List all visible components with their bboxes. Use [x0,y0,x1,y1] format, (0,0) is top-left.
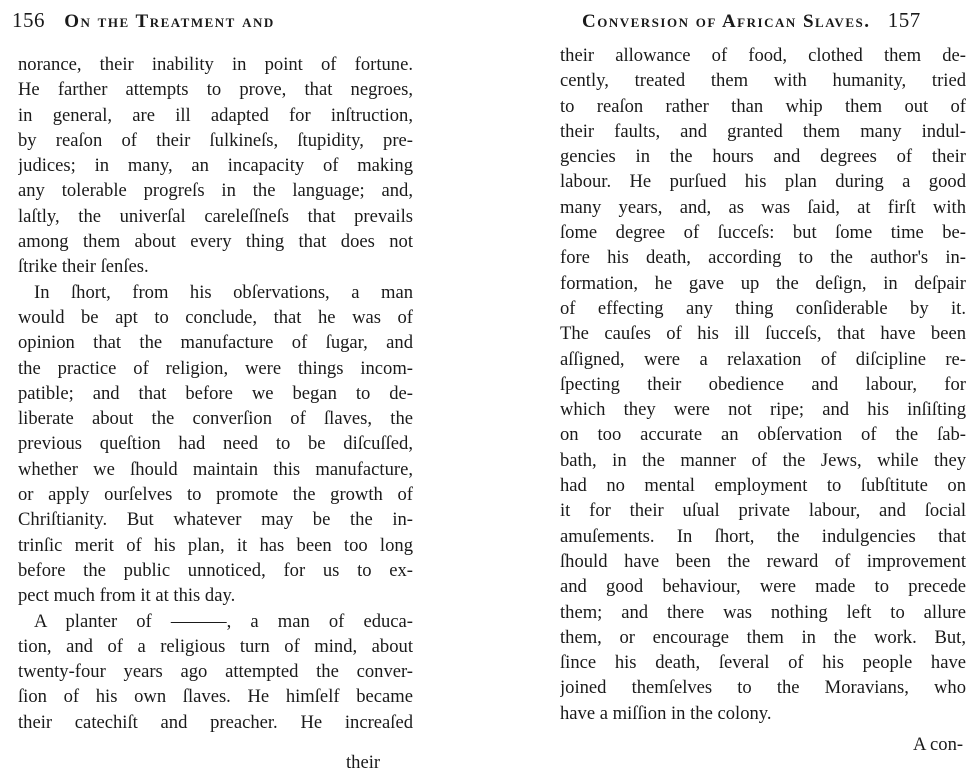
text-line: He farther attempts to prove, that negroes, [18,79,413,101]
text-line: their allowance of food, clothed them de- [560,45,966,66]
right-page-number: 157 [887,8,921,32]
right-page-body [560,43,966,726]
text-line: many years, and, as was ſaid, at firſt with [560,196,966,218]
text-line: the practice of religion, were things incom- [18,357,413,379]
text-line: had no mental employment to ſubſtitute on [560,475,966,497]
text-line: by reaſon of their ſulkineſs, ſtupidity, pre- [18,129,413,151]
text-line: opinion that the manufacture of ſugar, and [18,332,413,354]
text-line: whether we ſhould maintain this manufacture, [18,458,413,480]
left-page-number: 156 [12,8,45,32]
text-line: aſſigned, were a relaxation of diſcipline re- [560,348,966,370]
text-line: joined themſelves to the Moravians, who [560,677,966,699]
text-line: their catechiſt and preacher. He increaſed [18,711,413,733]
text-line: ſhould have been the reward of improvement [560,550,966,572]
left-running-head: On the Treatment and [64,11,275,32]
left-page [0,0,430,781]
text-line: previous queſtion had need to be diſcuſſed, [18,433,413,455]
text-line: pect much from it at this day. [18,585,236,607]
text-line: to reaſon rather than whip them out of [560,95,966,117]
text-line: ſpecting their obedience and labour, for [560,373,966,395]
text-line: formation, he gave up the deſign, in deſpair [560,272,966,294]
text-line: norance, their inability in point of fortune. [18,54,413,75]
left-page-body [18,52,413,735]
text-line: or apply ourſelves to promote the growth of [18,484,413,506]
text-line: ſion of his own ſlaves. He himſelf became [18,686,413,708]
text-line: labour. He purſued his plan during a good [560,171,966,193]
text-line: amuſements. In ſhort, the indulgencies that [560,525,966,547]
text-line: The cauſes of his ill ſucceſs, that have been [560,323,966,345]
text-line: them; and there was nothing left to allure [560,601,966,623]
text-line: of effecting any thing conſiderable by it. [560,297,966,319]
text-line: which they were not ripe; and his inſiſting [560,399,966,421]
text-line: A planter of ———, a man of educa- [34,610,413,632]
text-line: tion, and of a religious turn of mind, about [18,635,413,657]
right-catchword: A con- [913,734,964,755]
text-line: their faults, and granted them many indul- [560,120,966,142]
text-line: in general, are ill adapted for inſtruction, [18,104,413,126]
text-line: among them about every thing that does not [18,231,413,253]
text-line: it for their uſual private labour, and ſocial [560,500,966,522]
text-line: twenty-four years ago attempted the conver- [18,661,413,683]
right-page-header [582,8,921,33]
text-line: on too accurate an obſervation of the ſab- [560,424,966,446]
text-line: and good behaviour, were made to precede [560,576,966,598]
text-line: trinſic merit of his plan, it has been too long [18,534,413,556]
text-line: liberate about the converſion of ſlaves, the [18,408,413,430]
text-line: gencies in the hours and degrees of their [560,146,966,168]
text-line: ſtrike their ſenſes. [18,256,149,278]
left-catchword: their [346,752,381,773]
text-line: have a miſſion in the colony. [560,702,772,724]
text-line: ſince his death, ſeveral of his people have [560,652,966,674]
right-running-head: Conversion of African Slaves. [582,11,871,32]
text-line: Chriſtianity. But whatever may be the in- [18,509,413,531]
text-line: any tolerable progreſs in the language; and, [18,180,413,202]
left-page-header [12,8,275,33]
text-line: would be apt to conclude, that he was of [18,306,413,328]
text-line: before the public unnoticed, for us to ex- [18,559,413,581]
text-line: patible; and that before we began to de- [18,382,413,404]
text-line: judices; in many, an incapacity of making [18,155,413,177]
text-line: ſome degree of ſucceſs: but ſome time be- [560,222,966,244]
text-line: them, or encourage them in the work. But, [560,626,966,648]
text-line: cently, treated them with humanity, tried [560,70,966,92]
text-line: bath, in the manner of the Jews, while they [560,449,966,471]
text-line: In ſhort, from his obſervations, a man [34,281,413,303]
text-line: fore his death, according to the author's in- [560,247,966,269]
text-line: laſtly, the univerſal careleſſneſs that prevails [18,205,413,227]
right-page [548,0,980,781]
